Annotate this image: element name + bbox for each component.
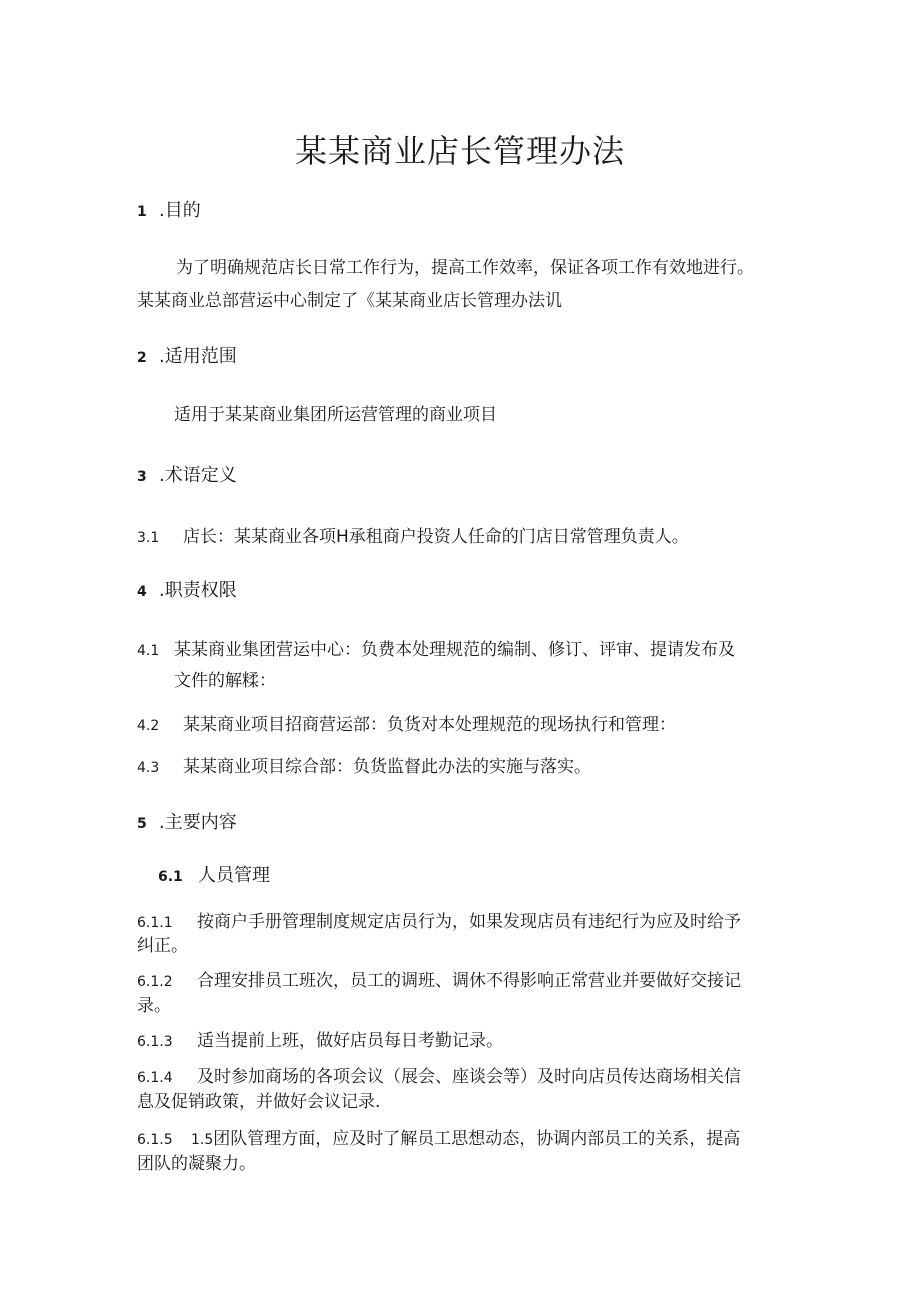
- section-number: 3: [137, 469, 147, 485]
- item-text: 某某商业项目招商营运部：负货对本处理规范的现场执行和管理：: [183, 715, 676, 735]
- item-number: 6.1.5: [137, 1132, 173, 1148]
- item-text-continued: 团队的凝聚力。: [137, 1154, 256, 1174]
- section-title: .职责权限: [159, 580, 237, 601]
- list-item: [137, 635, 735, 660]
- item-number: 3.1: [137, 530, 160, 546]
- item-number: 6.1.1: [137, 915, 173, 931]
- list-item: [137, 1026, 503, 1051]
- item-number: 4.2: [137, 718, 160, 734]
- section-title: .主要内容: [159, 812, 237, 833]
- list-item: [137, 907, 741, 932]
- item-text: 店长：某某商业各项H承租商户投资人任命的门店日常管理负责人。: [183, 527, 689, 547]
- list-item: [137, 1062, 741, 1087]
- section-heading: [137, 196, 201, 222]
- section-title: .目的: [159, 200, 201, 221]
- item-text-continued: 录。: [137, 996, 171, 1016]
- subsection-heading: [158, 861, 270, 887]
- item-text: 某某商业集团营运中心：负费本处理规范的编制、修订、评审、提请发布及: [174, 640, 735, 660]
- list-item: [137, 1124, 740, 1149]
- section-number: 2: [137, 350, 147, 366]
- section-heading: [137, 461, 237, 487]
- item-text: 及时参加商场的各项会议（展会、座谈会等）及时向店员传达商场相关信: [197, 1067, 741, 1087]
- item-prefix: 1.5: [191, 1132, 214, 1148]
- document-title: 某某商业店长管理办法: [294, 132, 625, 170]
- section-heading: [137, 342, 237, 368]
- section-heading: [137, 576, 237, 602]
- section-number: 1: [137, 204, 147, 220]
- list-item: [137, 522, 689, 547]
- section-title: .适用范围: [159, 346, 237, 367]
- paragraph-line: 为了明确规范店长日常工作行为，提高工作效率，保证各项工作有效地进行。: [176, 258, 754, 278]
- item-text-continued: 文件的解糅：: [174, 671, 276, 691]
- item-number: 6.1.3: [137, 1034, 173, 1050]
- list-item: [137, 966, 741, 991]
- subsection-number: 6.1: [158, 869, 183, 885]
- paragraph: 适用于某某商业集团所运营管理的商业项目: [174, 405, 497, 425]
- section-title: .术语定义: [159, 465, 237, 486]
- section-number: 4: [137, 584, 147, 600]
- section-number: 5: [137, 816, 147, 832]
- item-number: 4.3: [137, 760, 160, 776]
- item-number: 6.1.2: [137, 974, 173, 990]
- item-text: 某某商业项目综合部：负货监督此办法的实施与落实。: [183, 757, 591, 777]
- list-item: [137, 752, 591, 777]
- item-text: 适当提前上班，做好店员每日考勤记录。: [197, 1031, 503, 1051]
- paragraph-line: 某某商业总部营运中心制定了《某某商业店长管理办法讥: [137, 291, 562, 311]
- list-item: [137, 710, 676, 735]
- item-number: 4.1: [137, 643, 160, 659]
- item-number: 6.1.4: [137, 1070, 173, 1086]
- item-text: 团队管理方面，应及时了解员工思想动态，协调内部员工的关系，提高: [213, 1129, 741, 1149]
- item-text: 按商户手册管理制度规定店员行为，如果发现店员有违纪行为应及时给予: [197, 912, 741, 932]
- item-text-continued: 纠正。: [137, 936, 188, 956]
- item-text-continued: 息及促销政策，并做好会议记录.: [137, 1092, 381, 1112]
- item-text: 合理安排员工班次，员工的调班、调休不得影响正常营业并要做好交接记: [197, 971, 741, 991]
- section-heading: [137, 808, 237, 834]
- subsection-title: 人员管理: [198, 865, 270, 886]
